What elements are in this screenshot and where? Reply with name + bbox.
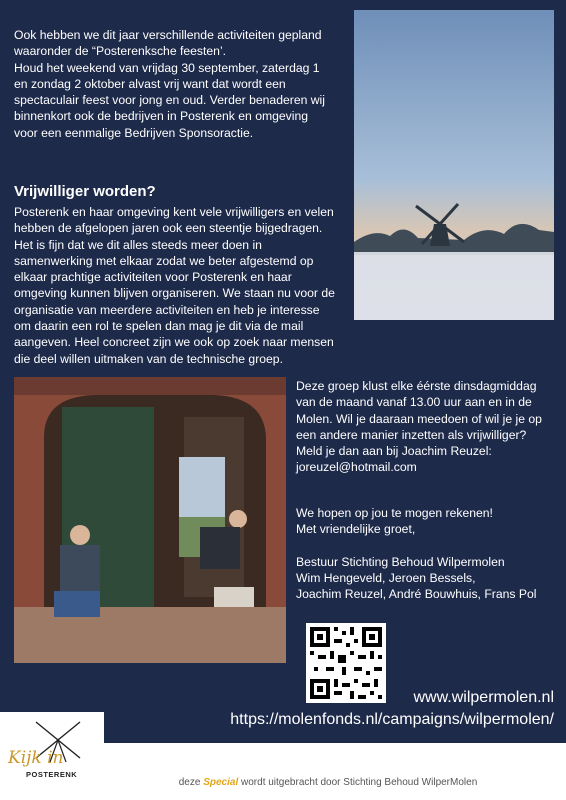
intro-paragraph — [14, 27, 349, 141]
closing-line: We hopen op jou te mogen rekenen! — [296, 506, 493, 520]
campaign-link[interactable]: https://molenfonds.nl/campaigns/wilpermolen/ — [230, 711, 554, 728]
mill-door-illustration — [14, 377, 286, 663]
intro-line: Ook hebben we dit jaar verschillende activiteiten gepland — [14, 28, 322, 42]
volunteer-line: die deel willen uitmaken van de technische groep. — [14, 351, 283, 366]
closing-line: Joachim Reuzel, André Bouwhuis, Frans Pol — [296, 587, 537, 602]
workers-photo — [14, 377, 286, 663]
closing-line — [296, 538, 558, 554]
volunteer-line: aangeven. Heel concreet zijn we ook op zoek naar mensen — [14, 335, 334, 350]
group-line: Meld je dan aan bij Joachim Reuzel: — [296, 444, 492, 459]
intro-line: en zondag 2 oktober alvast vrij want dat wordt een — [14, 76, 286, 91]
volunteer-paragraph — [14, 204, 354, 367]
volunteer-line: samenwerking met elkaar zodat we beter afgestemd op — [14, 253, 314, 268]
volunteer-line: elkaar prachtige activiteiten voor Posterenk en haar — [14, 270, 292, 285]
volunteer-line: organisatie van meerdere activiteiten en heb je interesse — [14, 302, 320, 317]
windmill-photo — [354, 10, 554, 320]
group-paragraph — [296, 378, 558, 476]
volunteer-line: om daarin een rol te spelen dan mag je dit via de mail — [14, 319, 304, 334]
intro-line: spectaculair feest voor jong en oud. Verder benaderen wij — [14, 93, 325, 108]
volunteer-line: omgeving kunnen blijven organiseren. We staan nu voor de — [14, 286, 335, 301]
closing-line: Bestuur Stichting Behoud Wilpermolen — [296, 554, 505, 569]
closing-line: Wim Hengeveld, Jeroen Bessels, — [296, 570, 476, 585]
volunteer-line: Het is fijn dat we dit alles steeds meer doen in — [14, 237, 262, 252]
volunteer-heading: Vrijwilliger worden? — [14, 183, 156, 200]
contact-email[interactable]: joreuzel@hotmail.com — [296, 460, 417, 475]
intro-line: binnenkort ook de bedrijven in Posterenk en omgeving — [14, 109, 309, 124]
intro-line: waaronder de “Posterenksche feesten’. — [14, 44, 227, 59]
website-link[interactable]: www.wilpermolen.nl — [413, 689, 554, 706]
logo-text: Kijk in — [8, 748, 64, 768]
qr-code[interactable] — [306, 623, 386, 703]
group-line: Molen. Wil je daaraan meedoen of wil je je op — [296, 411, 542, 426]
closing-paragraph — [296, 505, 558, 602]
intro-line: Houd het weekend van vrijdag 30 september, zaterdag 1 — [14, 60, 320, 75]
group-line: van de maand vanaf 13.00 uur aan en in de — [296, 395, 532, 410]
logo-subtitle: POSTERENK — [26, 770, 78, 779]
volunteer-line: Posterenk en haar omgeving kent vele vrijwilligers en velen — [14, 205, 334, 219]
windmill-illustration — [354, 10, 554, 320]
volunteer-line: hebben de afgelopen jaren ook een steentje bijgedragen. — [14, 221, 323, 236]
intro-line: voor een eenmalige Bedrijven Sponsoractie. — [14, 125, 254, 140]
footer-text: deze Special wordt uitgebracht door Stichting Behoud WilperMolen — [178, 777, 478, 788]
group-line: Deze groep klust elke éérste dinsdagmiddag — [296, 379, 537, 393]
group-line: een andere manier inzetten als vrijwilliger? — [296, 427, 527, 442]
qr-code-icon — [306, 623, 386, 703]
closing-line: Met vriendelijke groet, — [296, 522, 416, 537]
